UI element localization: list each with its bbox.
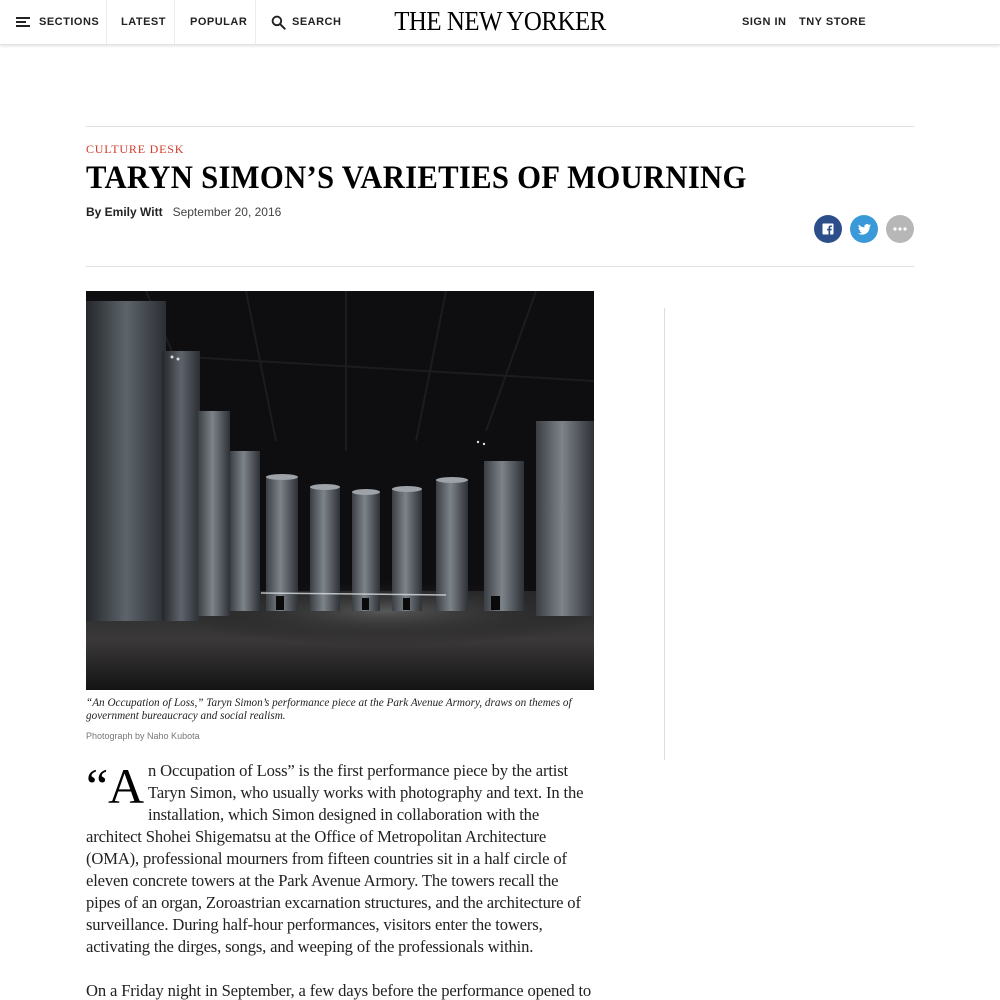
rubric-link[interactable]: CULTURE DESK (86, 142, 185, 156)
nav-divider (255, 0, 256, 44)
sidebar-divider (664, 308, 665, 760)
drop-cap: “A (86, 758, 145, 814)
popular-link[interactable]: POPULAR (190, 16, 248, 28)
lead-photo[interactable] (86, 291, 594, 690)
nav-divider (106, 0, 107, 44)
sign-in-link[interactable]: SIGN IN (742, 16, 787, 28)
twitter-icon (858, 224, 871, 235)
facebook-icon (822, 223, 834, 235)
more-share-button[interactable] (886, 215, 914, 243)
author-link[interactable]: By Emily Witt (86, 205, 163, 219)
byline-divider (86, 266, 914, 267)
sections-button[interactable] (16, 0, 99, 44)
top-nav (0, 0, 1000, 45)
photo-credit: Photograph by Naho Kubota (86, 731, 200, 741)
paragraph-text: n Occupation of Loss” is the first performance piece by the artist Taryn Simon, who usually works with photography and text. In the installation, which Simon designed in collaboration with the architect Shohei Shigematsu at the Office of Metropolitan Architecture (OMA), professional mourners from fifteen countries sit in a half circle of eleven concrete towers at the Park Avenue Armory. The towers recall the pipes of an organ, Zoroastrian excarnation structures, and the architecture of surveillance. During half-hour performances, visitors enter the towers, activating the dirges, songs, and weeping of the professionals within. (86, 761, 584, 956)
sections-label: SECTIONS (39, 16, 100, 28)
lead-photo-image (86, 291, 594, 690)
page-title: TARYN SIMON’S VARIETIES OF MOURNING (86, 160, 747, 196)
store-link[interactable]: TNY STORE (799, 16, 867, 28)
latest-link[interactable]: LATEST (121, 16, 166, 28)
hamburger-icon (16, 17, 30, 27)
facebook-share-button[interactable] (814, 215, 842, 243)
search-label: SEARCH (292, 16, 342, 28)
article-body (86, 760, 596, 1000)
article-paragraph: On a Friday night in September, a few days before the performance opened to (86, 981, 592, 1000)
publish-date: September 20, 2016 (172, 205, 282, 219)
site-logo[interactable]: THE NEW YORKER (394, 6, 606, 36)
search-icon (271, 15, 286, 30)
more-icon (893, 227, 907, 231)
twitter-share-button[interactable] (850, 215, 878, 243)
search-button[interactable] (271, 0, 341, 44)
header-divider (86, 126, 914, 127)
article-paragraph (86, 760, 596, 958)
byline (86, 205, 281, 219)
nav-divider (174, 0, 175, 44)
photo-caption: “An Occupation of Loss,” Taryn Simon’s performance piece at the Park Avenue Armory, draws on themes of government bureaucracy and social realism. (86, 697, 572, 722)
ad-space (0, 46, 1000, 126)
